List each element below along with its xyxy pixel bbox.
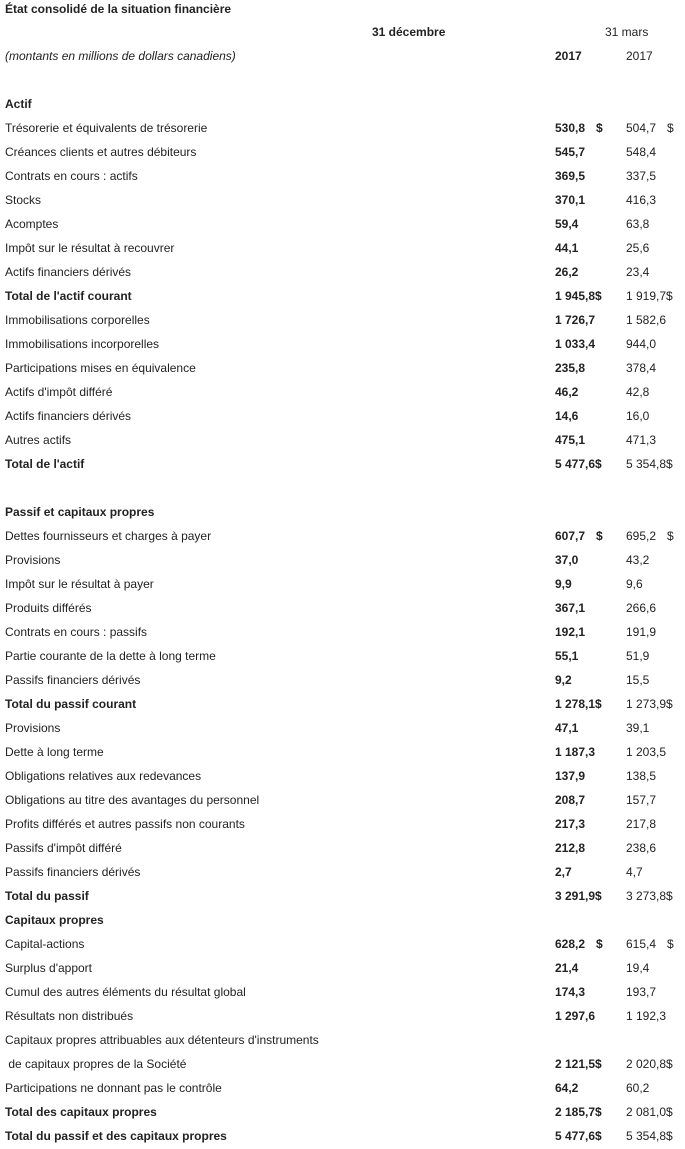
table-row: [0, 668, 685, 692]
value-col1: 192,1: [555, 625, 586, 639]
value-col1: 26,2: [555, 265, 579, 279]
table-row: [0, 620, 685, 644]
value-col2: 191,9: [626, 625, 657, 639]
table-row: [0, 404, 685, 428]
table-row: [0, 572, 685, 596]
value-col1: 370,1: [555, 193, 586, 207]
value-col2: 19,4: [626, 961, 650, 975]
row-label: Actifs financiers dérivés: [5, 265, 132, 279]
table-row: [0, 548, 685, 572]
total-row: [0, 452, 685, 476]
value-col2: 2 020,8$: [626, 1057, 673, 1071]
value-col1: 369,5: [555, 169, 586, 183]
table-row: [0, 140, 685, 164]
value-col1: 137,9: [555, 769, 586, 783]
row-label: Stocks: [5, 193, 42, 207]
currency-col2: $: [667, 121, 674, 135]
value-col2: 5 354,8$: [626, 1129, 673, 1143]
value-col1: 2 185,7$: [555, 1105, 602, 1119]
table-row: [0, 764, 685, 788]
row-label: Total du passif: [5, 889, 89, 903]
value-col1: 367,1: [555, 601, 586, 615]
value-col2: 471,3: [626, 433, 657, 447]
row-label: Actifs d'impôt différé: [5, 385, 113, 399]
table-row: [0, 1028, 685, 1052]
value-col1: 545,7: [555, 145, 586, 159]
row-label: Participations mises en équivalence: [5, 361, 196, 375]
row-label: Contrats en cours : passifs: [5, 625, 148, 639]
row-label: Produits différés: [5, 601, 92, 615]
row-label: Résultats non distribués: [5, 1009, 134, 1023]
currency-col1: $: [596, 529, 603, 543]
total-row: [0, 284, 685, 308]
section-heading: Capitaux propres: [5, 913, 104, 927]
table-row: [0, 212, 685, 236]
value-col1: 2 121,5$: [555, 1057, 602, 1071]
row-label: Impôt sur le résultat à payer: [5, 577, 154, 591]
value-col2: 157,7: [626, 793, 657, 807]
value-col2: 217,8: [626, 817, 657, 831]
value-col2: 51,9: [626, 649, 650, 663]
row-label: Capitaux propres attribuables aux détenteurs d'instruments: [5, 1033, 319, 1047]
row-label: Total du passif et des capitaux propres: [5, 1129, 227, 1143]
value-col2: 416,3: [626, 193, 657, 207]
year-col2: 2017: [626, 49, 653, 63]
value-col2: 4,7: [626, 865, 643, 879]
value-col1: 1 726,7: [555, 313, 596, 327]
currency-col2: $: [667, 937, 674, 951]
table-row: [0, 956, 685, 980]
row-label: de capitaux propres de la Société: [5, 1057, 187, 1071]
table-row: [0, 932, 685, 956]
value-col2: 16,0: [626, 409, 650, 423]
value-col2: 695,2: [626, 529, 657, 543]
table-row: [0, 380, 685, 404]
row-label: Passifs financiers dérivés: [5, 865, 141, 879]
value-col2: 193,7: [626, 985, 657, 999]
table-row: [0, 332, 685, 356]
row-label: Total de l'actif: [5, 457, 85, 471]
row-label: Autres actifs: [5, 433, 72, 447]
row-label: Acomptes: [5, 217, 59, 231]
value-col1: 55,1: [555, 649, 579, 663]
units-header-row: [0, 44, 685, 68]
table-row: [0, 740, 685, 764]
value-col2: 1 582,6: [626, 313, 667, 327]
table-row: [0, 356, 685, 380]
currency-col1: $: [596, 937, 603, 951]
row-label: Immobilisations incorporelles: [5, 337, 160, 351]
value-col1: 208,7: [555, 793, 586, 807]
value-col2: 378,4: [626, 361, 657, 375]
value-col2: 42,8: [626, 385, 650, 399]
value-col2: 1 919,7$: [626, 289, 673, 303]
value-col2: 504,7: [626, 121, 657, 135]
value-col1: 628,2: [555, 937, 586, 951]
value-col2: 1 203,5: [626, 745, 667, 759]
row-label: Créances clients et autres débiteurs: [5, 145, 197, 159]
row-label: Impôt sur le résultat à recouvrer: [5, 241, 175, 255]
table-row: [0, 308, 685, 332]
value-col2: 615,4: [626, 937, 657, 951]
value-col1: 174,3: [555, 985, 586, 999]
value-col1: 5 477,6$: [555, 1129, 602, 1143]
table-row: [0, 1004, 685, 1028]
value-col1: 3 291,9$: [555, 889, 602, 903]
value-col1: 44,1: [555, 241, 579, 255]
value-col1: 1 187,3: [555, 745, 596, 759]
row-label: Passifs d'impôt différé: [5, 841, 122, 855]
row-label: Obligations relatives aux redevances: [5, 769, 202, 783]
value-col1: 607,7: [555, 529, 586, 543]
value-col1: 9,2: [555, 673, 572, 687]
row-label: Actifs financiers dérivés: [5, 409, 132, 423]
value-col1: 2,7: [555, 865, 572, 879]
value-col2: 3 273,8$: [626, 889, 673, 903]
value-col1: 530,8: [555, 121, 586, 135]
row-label: Partie courante de la dette à long terme: [5, 649, 216, 663]
row-label: Immobilisations corporelles: [5, 313, 150, 327]
section-heading-row: [0, 92, 685, 116]
row-label: Trésorerie et équivalents de trésorerie: [5, 121, 208, 135]
currency-col1: $: [596, 121, 603, 135]
value-col1: 235,8: [555, 361, 586, 375]
section-heading-row: [0, 500, 685, 524]
table-row: [0, 836, 685, 860]
value-col1: 14,6: [555, 409, 579, 423]
statement-title: État consolidé de la situation financière: [5, 2, 232, 16]
period-header-row: [0, 20, 685, 44]
col2-period-label: 31 mars: [605, 25, 649, 39]
table-row: [0, 812, 685, 836]
value-col2: 60,2: [626, 1081, 650, 1095]
value-col2: 9,6: [626, 577, 643, 591]
value-col1: 5 477,6$: [555, 457, 602, 471]
value-col2: 1 192,3: [626, 1009, 667, 1023]
table-row: [0, 164, 685, 188]
year-col1: 2017: [555, 49, 582, 63]
value-col2: 43,2: [626, 553, 650, 567]
row-label: Dette à long terme: [5, 745, 104, 759]
value-col1: 1 278,1$: [555, 697, 602, 711]
value-col2: 337,5: [626, 169, 657, 183]
value-col2: 138,5: [626, 769, 657, 783]
value-col2: 5 354,8$: [626, 457, 673, 471]
table-row: [0, 524, 685, 548]
value-col1: 1 945,8$: [555, 289, 602, 303]
value-col1: 217,3: [555, 817, 586, 831]
table-row: [0, 788, 685, 812]
row-label: Participations ne donnant pas le contrôle: [5, 1081, 222, 1095]
period-label: 31 décembre: [372, 25, 446, 39]
table-row: [0, 980, 685, 1004]
value-col1: 59,4: [555, 217, 579, 231]
value-col1: 1 297,6: [555, 1009, 596, 1023]
table-row: [0, 260, 685, 284]
table-row: [0, 644, 685, 668]
total-row: [0, 692, 685, 716]
value-col1: 46,2: [555, 385, 579, 399]
units-note: (montants en millions de dollars canadiens): [5, 49, 236, 63]
table-row: [0, 716, 685, 740]
total-row: [0, 884, 685, 908]
table-row: [0, 188, 685, 212]
table-row: [0, 596, 685, 620]
currency-col2: $: [667, 529, 674, 543]
value-col1: 475,1: [555, 433, 586, 447]
section-heading: Passif et capitaux propres: [5, 505, 155, 519]
value-col2: 944,0: [626, 337, 657, 351]
value-col1: 212,8: [555, 841, 586, 855]
table-row: [0, 116, 685, 140]
section-heading: Actif: [5, 97, 32, 111]
row-label: Surplus d'apport: [5, 961, 93, 975]
value-col2: 548,4: [626, 145, 657, 159]
total-row: [0, 1124, 685, 1148]
value-col2: 39,1: [626, 721, 650, 735]
value-col1: 37,0: [555, 553, 579, 567]
value-col1: 21,4: [555, 961, 579, 975]
row-label: Capital-actions: [5, 937, 85, 951]
value-col2: 266,6: [626, 601, 657, 615]
value-col1: 47,1: [555, 721, 579, 735]
row-label: Dettes fournisseurs et charges à payer: [5, 529, 212, 543]
value-col2: 25,6: [626, 241, 650, 255]
row-label: Total du passif courant: [5, 697, 137, 711]
total-row: [0, 1100, 685, 1124]
section-heading-row: [0, 908, 685, 932]
value-col2: 238,6: [626, 841, 657, 855]
table-row: [0, 428, 685, 452]
row-label: Provisions: [5, 721, 61, 735]
table-row: [0, 860, 685, 884]
table-row: [0, 236, 685, 260]
value-col2: 23,4: [626, 265, 650, 279]
value-col1: 9,9: [555, 577, 572, 591]
table-row: [0, 1052, 685, 1076]
row-label: Cumul des autres éléments du résultat global: [5, 985, 246, 999]
value-col2: 15,5: [626, 673, 650, 687]
row-label: Total des capitaux propres: [5, 1105, 157, 1119]
row-label: Total de l'actif courant: [5, 289, 132, 303]
value-col1: 1 033,4: [555, 337, 596, 351]
row-label: Obligations au titre des avantages du personnel: [5, 793, 260, 807]
value-col2: 1 273,9$: [626, 697, 673, 711]
value-col2: 2 081,0$: [626, 1105, 673, 1119]
row-label: Passifs financiers dérivés: [5, 673, 141, 687]
value-col1: 64,2: [555, 1081, 579, 1095]
row-label: Contrats en cours : actifs: [5, 169, 138, 183]
row-label: Profits différés et autres passifs non courants: [5, 817, 245, 831]
table-row: [0, 1076, 685, 1100]
row-label: Provisions: [5, 553, 61, 567]
value-col2: 63,8: [626, 217, 650, 231]
